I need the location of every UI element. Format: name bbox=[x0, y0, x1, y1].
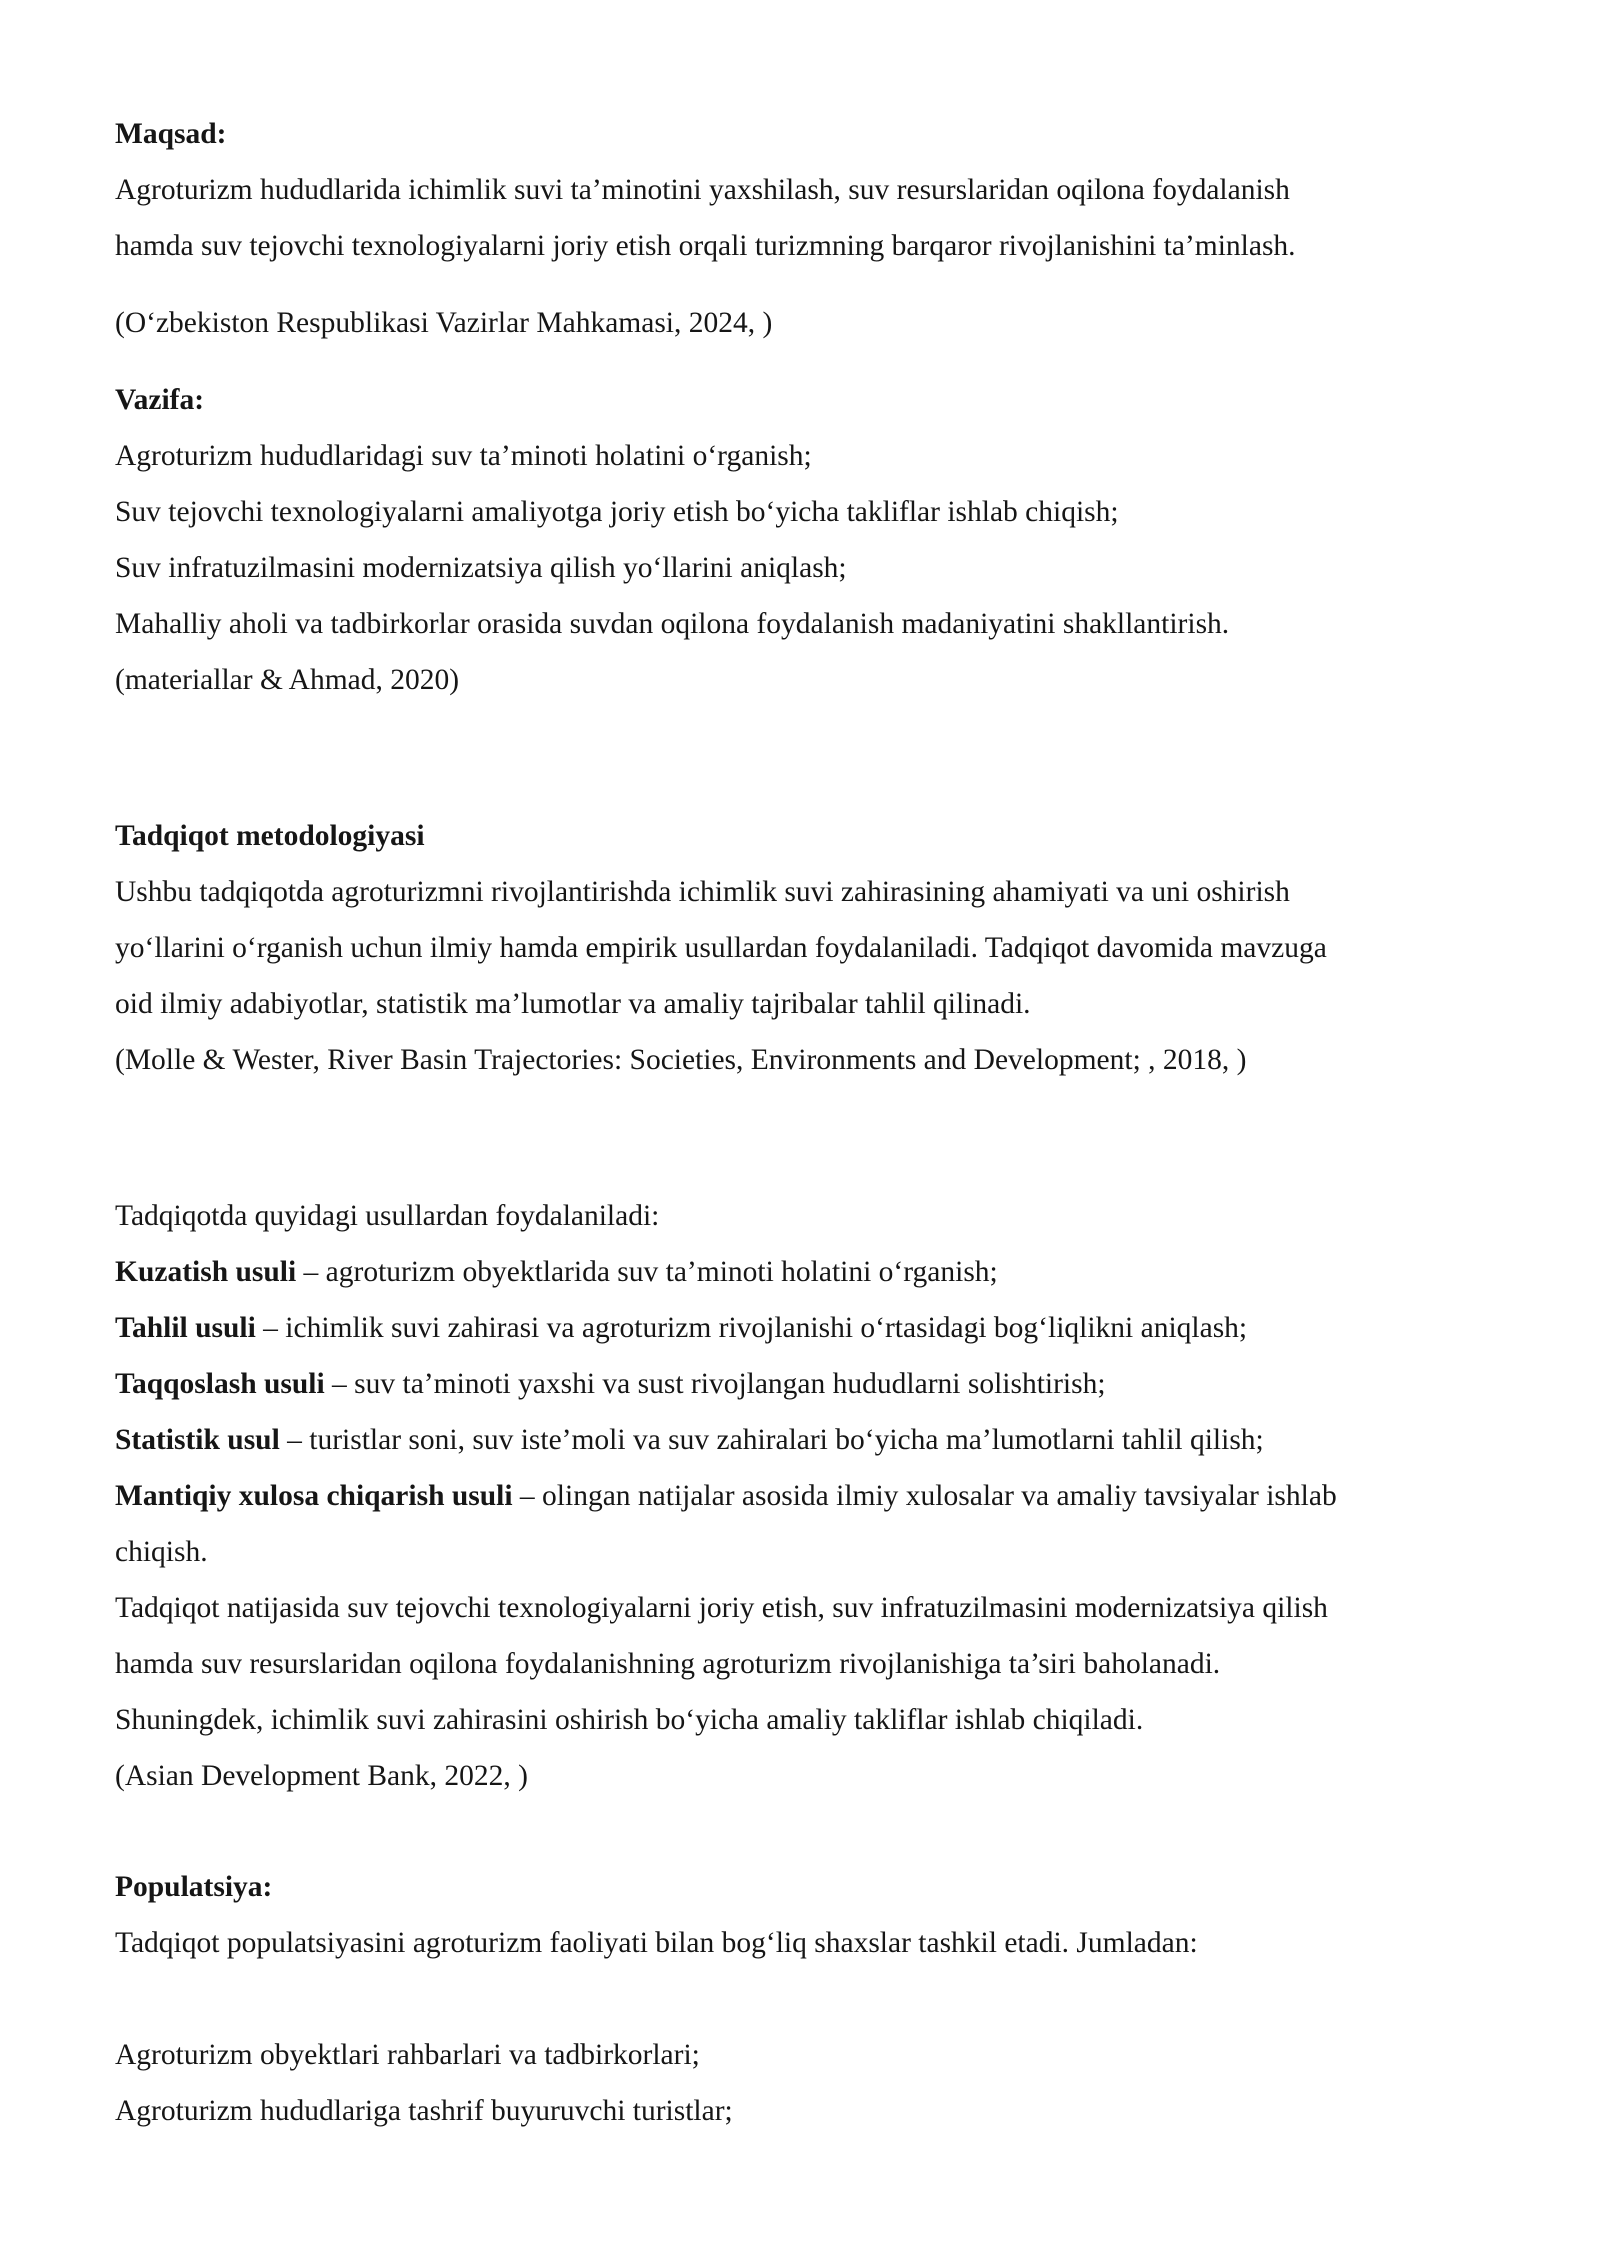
populatsiya-item: Agroturizm hududlariga tashrif buyuruvchi turistlar; bbox=[115, 2095, 733, 2127]
method-term: Kuzatish usuli bbox=[115, 1256, 297, 1288]
metodologiya-citation: (Molle & Wester, River Basin Trajectories: Societies, Environments and Development; , 2018, ) bbox=[115, 1044, 1247, 1076]
method-desc: – turistlar soni, suv iste’moli va suv zahiralari bo‘yicha ma’lumotlarni tahlil qilish; bbox=[279, 1424, 1264, 1456]
metodologiya-section bbox=[115, 808, 1490, 1088]
method-term: Mantiqiy xulosa chiqarish usuli bbox=[115, 1480, 513, 1512]
populatsiya-heading: Populatsiya: bbox=[115, 1871, 273, 1903]
populatsiya-intro: Tadqiqot populatsiyasini agroturizm faoliyati bilan bog‘liq shaxslar tashkil etadi. Jumladan: bbox=[115, 1927, 1198, 1959]
usullar-intro: Tadqiqotda quyidagi usullardan foydalaniladi: bbox=[115, 1200, 660, 1232]
document-body bbox=[115, 106, 1490, 2139]
metodologiya-line: oid ilmiy adabiyotlar, statistik ma’lumotlar va amaliy tajribalar tahlil qilinadi. bbox=[115, 988, 1031, 1020]
maqsad-line-2: hamda suv tejovchi texnologiyalarni joriy etish orqali turizmning barqaror rivojlanishini ta’minlash. bbox=[115, 230, 1296, 262]
maqsad-line-1: Agroturizm hududlarida ichimlik suvi ta’minotini yaxshilash, suv resurslaridan oqilona foydalanish bbox=[115, 174, 1290, 206]
metodologiya-line: yo‘llarini o‘rganish uchun ilmiy hamda empirik usullardan foydalaniladi. Tadqiqot davomida mavzuga bbox=[115, 932, 1327, 964]
method-continuation: chiqish. bbox=[115, 1536, 208, 1568]
result-line: hamda suv resurslaridan oqilona foydalanishning agroturizm rivojlanishiga ta’siri baholanadi. bbox=[115, 1648, 1221, 1680]
method-desc: – agroturizm obyektlarida suv ta’minoti holatini o‘rganish; bbox=[296, 1256, 998, 1288]
vazifa-item: Suv infratuzilmasini modernizatsiya qilish yo‘llarini aniqlash; bbox=[115, 552, 847, 584]
method-desc: – ichimlik suvi zahirasi va agroturizm rivojlanishi o‘rtasidagi bog‘liqlikni aniqlash; bbox=[255, 1312, 1248, 1344]
method-item bbox=[115, 1244, 1490, 1300]
method-item bbox=[115, 1356, 1490, 1412]
usullar-section bbox=[115, 1188, 1490, 1804]
method-desc: – olingan natijalar asosida ilmiy xulosalar va amaliy tavsiyalar ishlab bbox=[512, 1480, 1337, 1512]
vazifa-citation: (materiallar & Ahmad, 2020) bbox=[115, 664, 460, 696]
method-desc: – suv ta’minoti yaxshi va sust rivojlangan hududlarni solishtirish; bbox=[324, 1368, 1106, 1400]
method-term: Taqqoslash usuli bbox=[115, 1368, 325, 1400]
maqsad-citation: (O‘zbekiston Respublikasi Vazirlar Mahkamasi, 2024, ) bbox=[115, 307, 773, 339]
method-item bbox=[115, 1412, 1490, 1468]
maqsad-heading: Maqsad: bbox=[115, 118, 227, 150]
method-term: Tahlil usuli bbox=[115, 1312, 256, 1344]
result-line: Tadqiqot natijasida suv tejovchi texnologiyalarni joriy etish, suv infratuzilmasini modernizatsiya qilish bbox=[115, 1592, 1328, 1624]
vazifa-item: Mahalliy aholi va tadbirkorlar orasida suvdan oqilona foydalanish madaniyatini shakllantirish. bbox=[115, 608, 1230, 640]
metodologiya-line: Ushbu tadqiqotda agroturizmni rivojlantirishda ichimlik suvi zahirasining ahamiyati va uni oshirish bbox=[115, 876, 1290, 908]
populatsiya-section bbox=[115, 1859, 1490, 2139]
method-item bbox=[115, 1300, 1490, 1356]
usullar-citation: (Asian Development Bank, 2022, ) bbox=[115, 1760, 528, 1792]
metodologiya-heading: Tadqiqot metodologiyasi bbox=[115, 820, 425, 852]
populatsiya-item: Agroturizm obyektlari rahbarlari va tadbirkorlari; bbox=[115, 2039, 700, 2071]
result-line: Shuningdek, ichimlik suvi zahirasini oshirish bo‘yicha amaliy takliflar ishlab chiqiladi. bbox=[115, 1704, 1144, 1736]
vazifa-heading: Vazifa: bbox=[115, 384, 205, 416]
method-term: Statistik usul bbox=[115, 1424, 280, 1456]
vazifa-item: Agroturizm hududlaridagi suv ta’minoti holatini o‘rganish; bbox=[115, 440, 812, 472]
maqsad-section bbox=[115, 106, 1490, 351]
method-item bbox=[115, 1468, 1490, 1524]
vazifa-section bbox=[115, 372, 1490, 708]
vazifa-item: Suv tejovchi texnologiyalarni amaliyotga joriy etish bo‘yicha takliflar ishlab chiqish; bbox=[115, 496, 1119, 528]
